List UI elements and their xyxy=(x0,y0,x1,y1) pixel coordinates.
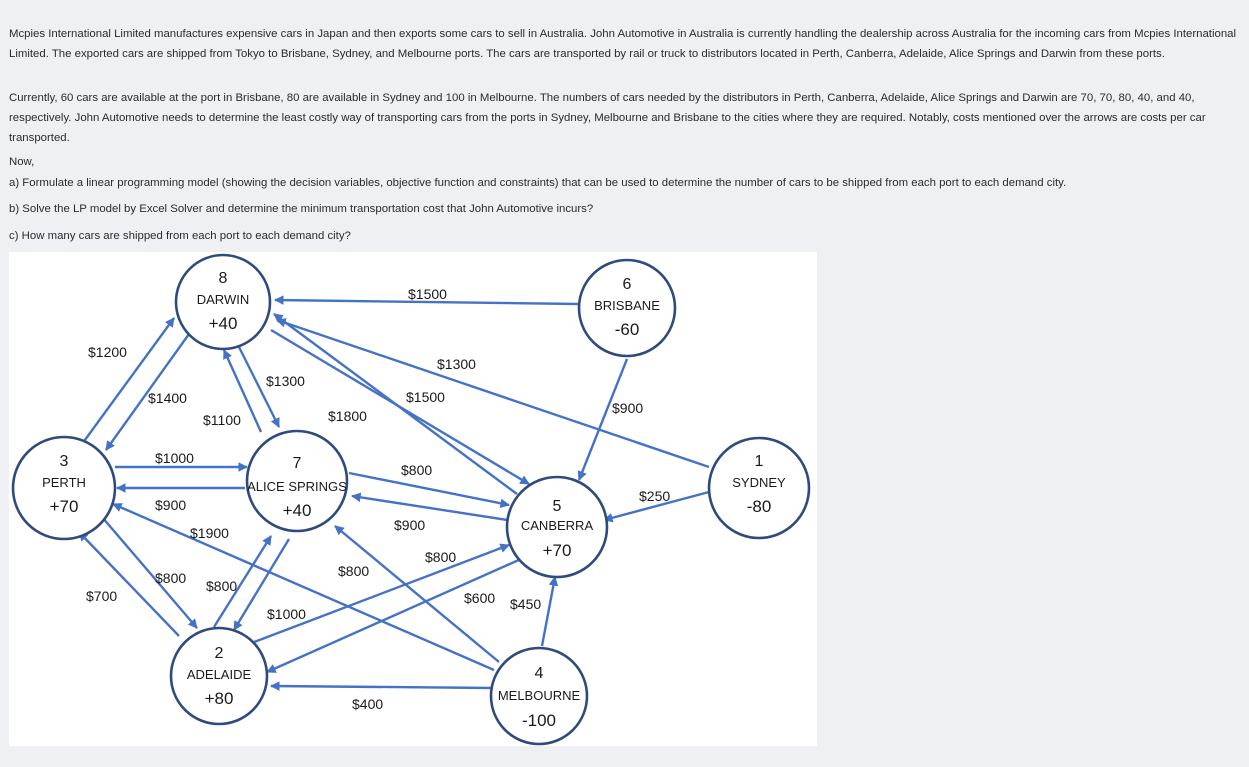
cost-label: $900 xyxy=(155,497,187,513)
node-adelaide-number: 2 xyxy=(214,645,224,662)
question-c: c) How many cars are shipped from each port to each demand city? xyxy=(9,230,351,242)
cost-label: $400 xyxy=(352,696,384,712)
node-sydney-name: SYDNEY xyxy=(732,475,786,490)
cost-label: $700 xyxy=(86,588,118,604)
cost-label: $800 xyxy=(425,549,457,565)
node-darwin-name: DARWIN xyxy=(196,292,250,307)
cost-label: $1000 xyxy=(155,450,194,466)
node-canberra xyxy=(507,477,607,577)
cost-label: $900 xyxy=(394,517,426,533)
question-a: a) Formulate a linear programming model (showing the decision variables, objective function and constraints) that can be used to determine the number of cars to be shipped from each port to each demand city. xyxy=(9,177,1067,189)
node-perth-number: 3 xyxy=(59,453,69,470)
cost-label: $1300 xyxy=(437,356,476,372)
node-alice-springs xyxy=(247,431,347,531)
node-perth-name: PERTH xyxy=(42,475,86,490)
cost-label: $800 xyxy=(155,570,187,586)
node-adelaide-value: +80 xyxy=(204,689,234,708)
transportation-network-diagram xyxy=(9,252,817,746)
problem-paragraph-1: Mcpies International Limited manufactures expensive cars in Japan and then exports some cars to sell in Australia. John Automotive in Australia is currently handling the dealership across Australia for the incoming cars from Mcpies International Limited. The exported cars are shipped from Tokyo to Brisbane, Sydney, and Melbourne ports. The cars are transported by rail or truck to distributors located in Perth, Canberra, Adelaide, Alice Springs and Darwin from these ports. xyxy=(9,28,1237,60)
node-alice-number: 7 xyxy=(292,455,302,472)
node-darwin-number: 8 xyxy=(218,270,228,287)
node-sydney xyxy=(709,438,809,538)
cost-label: $1400 xyxy=(148,390,187,406)
node-brisbane xyxy=(579,260,675,356)
cost-label: $1300 xyxy=(266,373,305,389)
cost-label: $1500 xyxy=(408,286,447,302)
arc-perth-darwin xyxy=(82,318,174,444)
node-perth xyxy=(13,437,115,539)
node-melbourne-value: -100 xyxy=(521,711,557,730)
cost-label: $800 xyxy=(206,578,238,594)
cost-label: $800 xyxy=(338,563,370,579)
node-darwin-value: +40 xyxy=(208,314,238,333)
node-melbourne-name: MELBOURNE xyxy=(497,688,581,703)
cost-label: $1900 xyxy=(190,525,229,541)
cost-label: $1800 xyxy=(328,408,367,424)
cost-label: $1200 xyxy=(88,344,127,360)
node-perth-value: +70 xyxy=(49,497,79,516)
problem-paragraph-2: Currently, 60 cars are available at the port in Brisbane, 80 are available in Sydney and 100 in Melbourne. The numbers of cars needed by the distributors in Perth, Canberra, Adelaide, Alice Springs and Darwin are 70, 70, 80, 40, and 40, respectively. John Automotive needs to determine the least costly way of transporting cars from the ports in Sydney, Melbourne and Brisbane to the cities where they are required. Notably, costs mentioned over the arrows are costs per car transported. xyxy=(9,92,1206,144)
node-alice-value: +40 xyxy=(282,501,312,520)
node-sydney-value: -80 xyxy=(746,497,772,516)
cost-label: $250 xyxy=(639,488,671,504)
node-brisbane-number: 6 xyxy=(622,276,632,293)
node-canberra-value: +70 xyxy=(542,541,572,560)
cost-label: $1000 xyxy=(267,606,306,622)
cost-label: $600 xyxy=(464,590,496,606)
node-melbourne xyxy=(491,648,587,744)
node-alice-name: ALICE SPRINGS xyxy=(247,479,347,494)
node-melbourne-number: 4 xyxy=(534,665,544,682)
question-b: b) Solve the LP model by Excel Solver and determine the minimum transportation cost that John Automotive incurs? xyxy=(9,203,594,215)
network-svg xyxy=(9,252,817,746)
now-label: Now, xyxy=(9,156,35,168)
arc-canberra-alice xyxy=(352,496,514,521)
node-adelaide xyxy=(171,628,267,724)
node-canberra-name: CANBERRA xyxy=(520,518,594,533)
node-brisbane-name: BRISBANE xyxy=(594,298,660,313)
cost-label: $1500 xyxy=(406,389,445,405)
cost-label: $800 xyxy=(401,462,433,478)
cost-label: $900 xyxy=(612,400,644,416)
arc-melbourne-canberra xyxy=(542,577,555,646)
node-sydney-number: 1 xyxy=(754,453,764,470)
arc-melbourne-adelaide xyxy=(271,686,494,688)
node-darwin xyxy=(176,255,270,349)
node-brisbane-value: -60 xyxy=(614,320,640,339)
cost-label: $1100 xyxy=(203,412,241,428)
cost-label: $450 xyxy=(510,596,542,612)
node-canberra-number: 5 xyxy=(552,498,562,515)
node-adelaide-name: ADELAIDE xyxy=(186,667,252,682)
arc-brisbane-canberra xyxy=(579,359,627,480)
